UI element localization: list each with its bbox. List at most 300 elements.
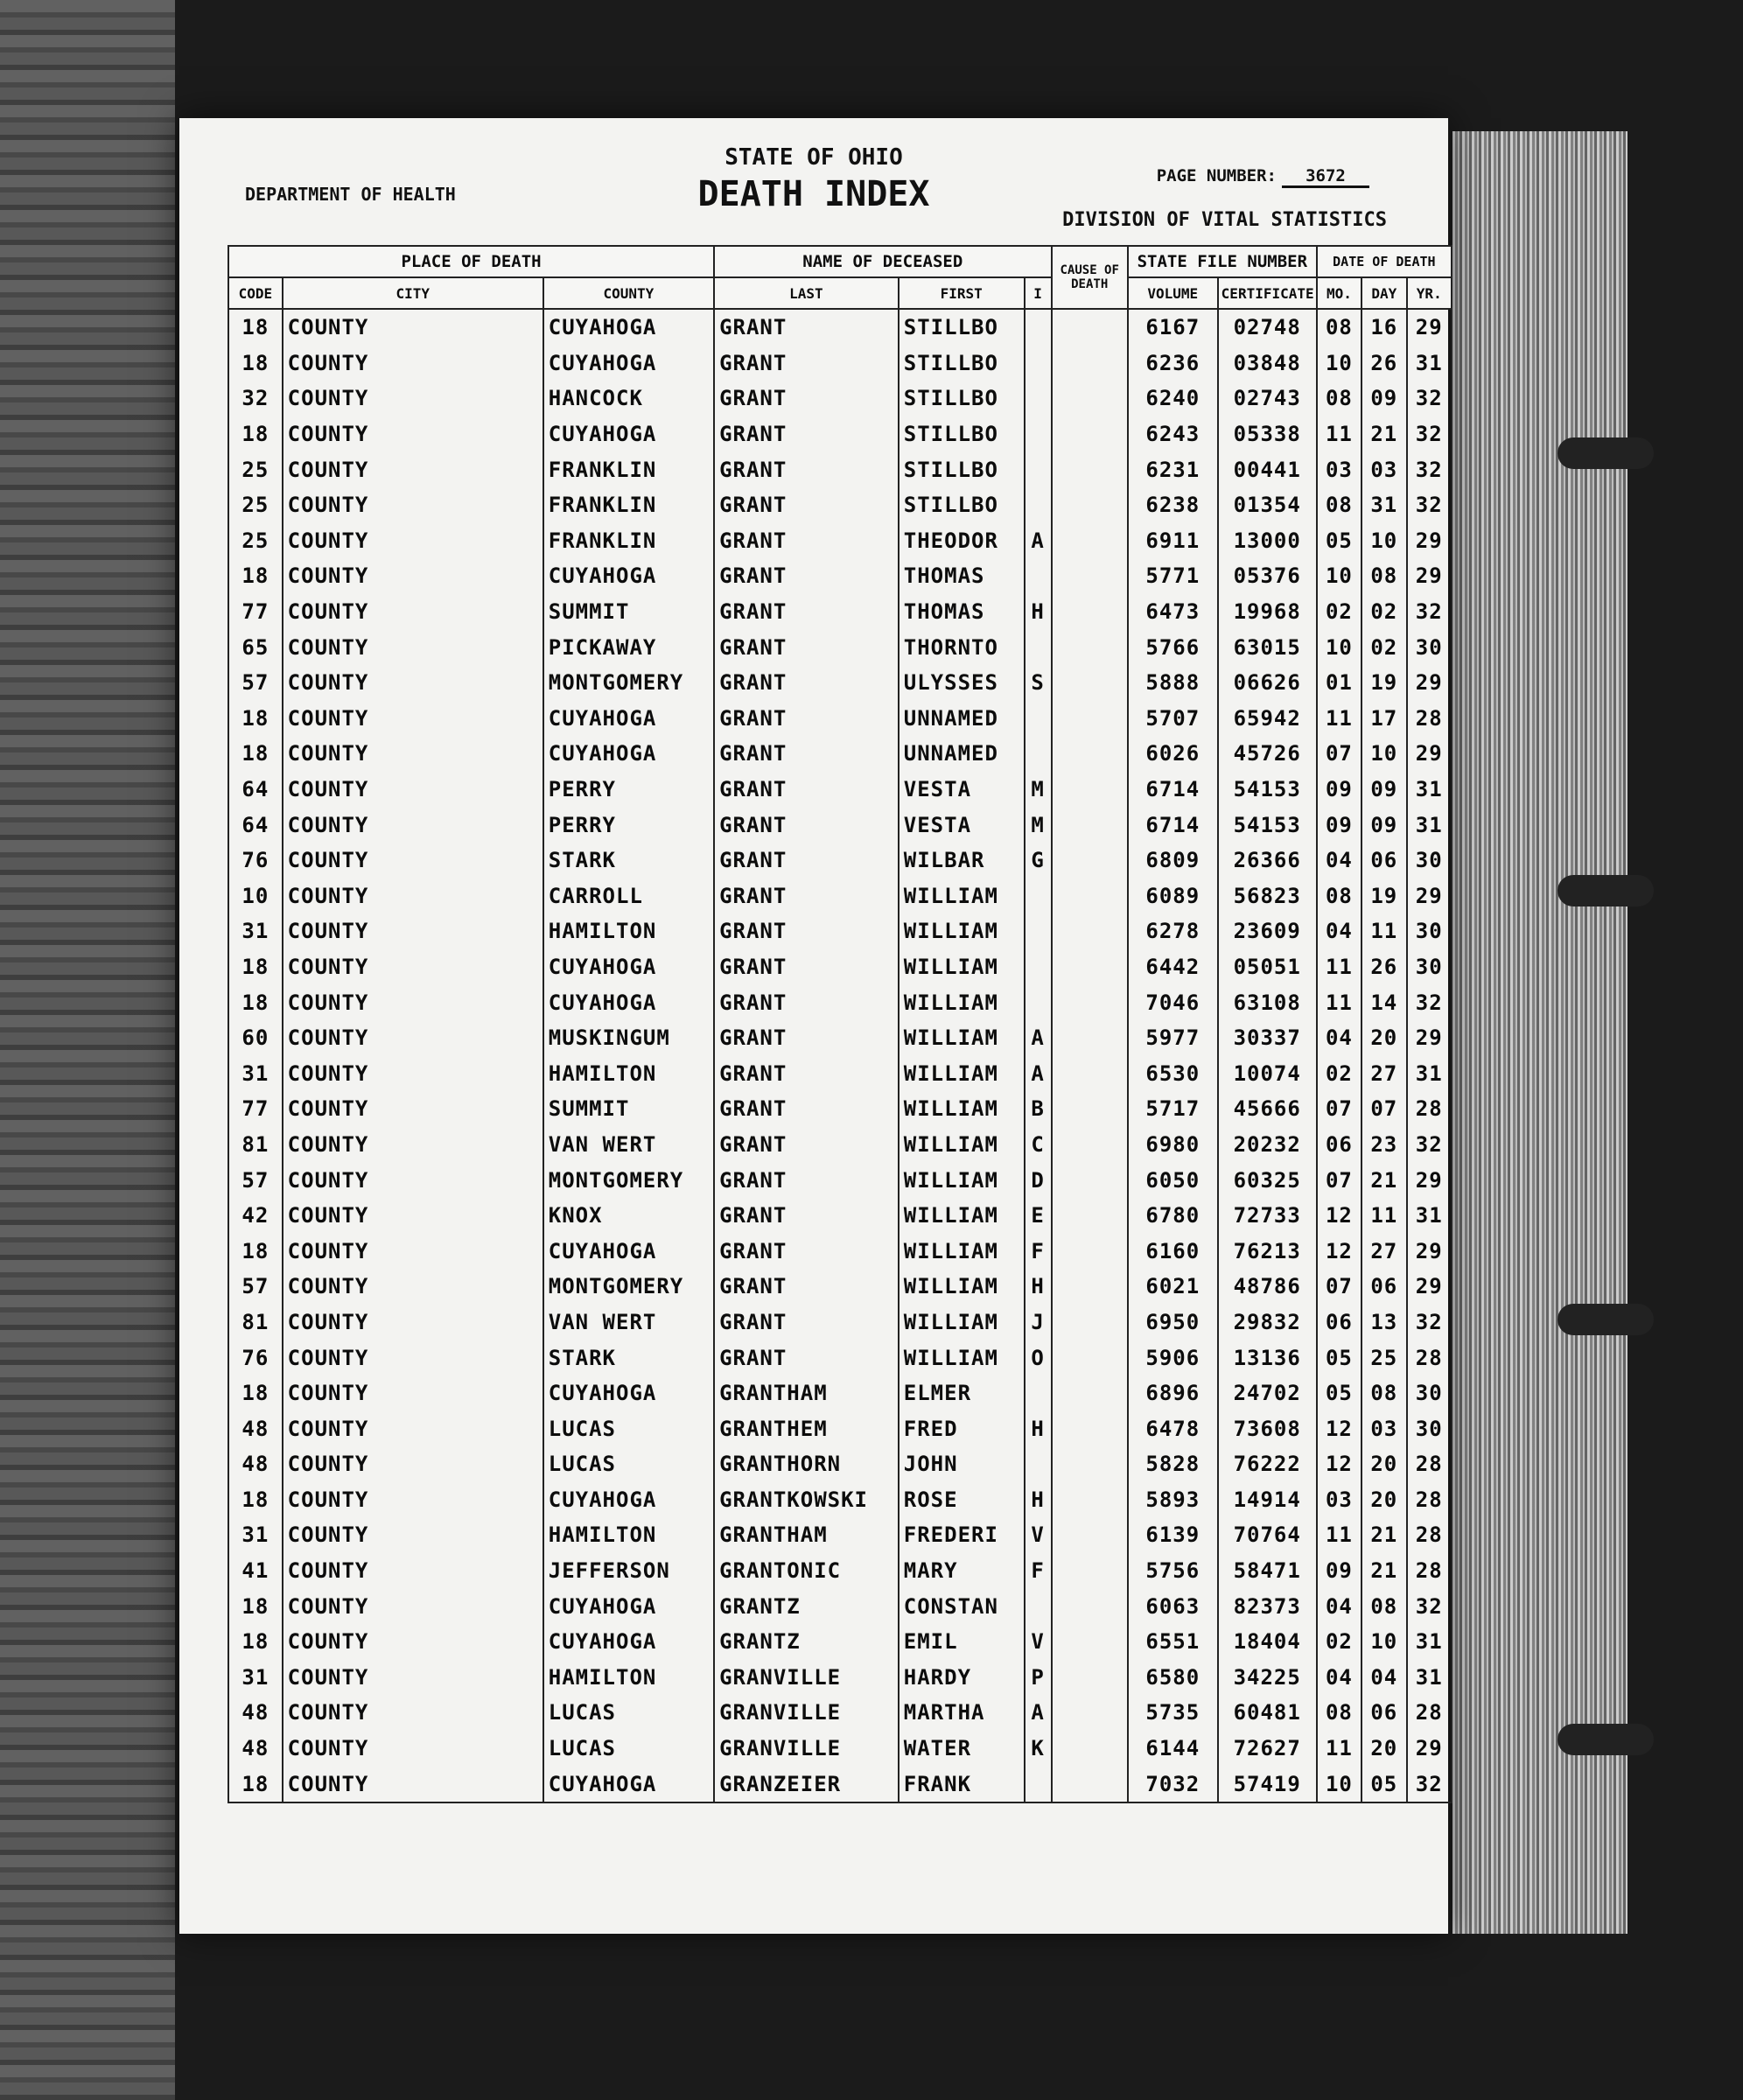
- day-cell: 10: [1362, 1624, 1406, 1660]
- certificate-cell: 05051: [1218, 949, 1317, 985]
- county-cell: SUMMIT: [543, 594, 714, 630]
- code-cell: 18: [228, 701, 283, 737]
- table-row: [228, 1695, 1452, 1731]
- initial-cell: [1025, 1766, 1052, 1802]
- certificate-cell: 23609: [1218, 914, 1317, 949]
- table-row: [228, 1517, 1452, 1553]
- initial-cell: [1025, 381, 1052, 416]
- county-cell: FRANKLIN: [543, 487, 714, 523]
- cause-cell: [1052, 1482, 1128, 1518]
- certificate-cell: 02743: [1218, 381, 1317, 416]
- day-cell: 17: [1362, 701, 1406, 737]
- year-cell: 32: [1407, 984, 1452, 1020]
- certificate-cell: 19968: [1218, 594, 1317, 630]
- code-cell: 57: [228, 1269, 283, 1305]
- last-name-cell: GRANT: [714, 1127, 899, 1163]
- certificate-cell: 26366: [1218, 843, 1317, 878]
- city-cell: COUNTY: [283, 1731, 543, 1767]
- year-cell: 31: [1407, 346, 1452, 382]
- city-cell: COUNTY: [283, 1446, 543, 1482]
- day-cell: 10: [1362, 736, 1406, 772]
- initial-cell: [1025, 878, 1052, 914]
- day-cell: 21: [1362, 1553, 1406, 1589]
- county-cell: CUYAHOGA: [543, 1588, 714, 1624]
- volume-cell: 6896: [1128, 1376, 1218, 1411]
- volume-cell: 6809: [1128, 843, 1218, 878]
- day-cell: 20: [1362, 1020, 1406, 1056]
- county-cell: SUMMIT: [543, 1091, 714, 1127]
- volume-cell: 6160: [1128, 1233, 1218, 1269]
- code-cell: 81: [228, 1127, 283, 1163]
- last-name-cell: GRANT: [714, 309, 899, 346]
- cause-cell: [1052, 1766, 1128, 1802]
- last-name-cell: GRANT: [714, 594, 899, 630]
- day-cell: 06: [1362, 843, 1406, 878]
- year-cell: 29: [1407, 558, 1452, 594]
- first-name-cell: ROSE: [899, 1482, 1025, 1518]
- cause-cell: [1052, 1376, 1128, 1411]
- city-cell: COUNTY: [283, 665, 543, 701]
- initial-cell: [1025, 1446, 1052, 1482]
- table-row: [228, 487, 1452, 523]
- first-name-cell: THOMAS: [899, 558, 1025, 594]
- table-row: [228, 1482, 1452, 1518]
- last-name-cell: GRANT: [714, 523, 899, 559]
- day-cell: 21: [1362, 1162, 1406, 1198]
- month-cell: 03: [1317, 452, 1362, 487]
- initial-cell: V: [1025, 1517, 1052, 1553]
- county-cell: CUYAHOGA: [543, 1376, 714, 1411]
- first-name-cell: WILLIAM: [899, 1305, 1025, 1340]
- last-name-cell: GRANTHAM: [714, 1517, 899, 1553]
- city-cell: COUNTY: [283, 1269, 543, 1305]
- first-name-cell: WATER: [899, 1731, 1025, 1767]
- code-cell: 10: [228, 878, 283, 914]
- initial-cell: J: [1025, 1305, 1052, 1340]
- cause-cell: [1052, 381, 1128, 416]
- last-name-cell: GRANTHORN: [714, 1446, 899, 1482]
- initial-cell: [1025, 1588, 1052, 1624]
- last-name-cell: GRANT: [714, 1198, 899, 1234]
- code-cell: 18: [228, 1588, 283, 1624]
- county-cell: CUYAHOGA: [543, 309, 714, 346]
- county-cell: PERRY: [543, 772, 714, 808]
- volume-cell: 6231: [1128, 452, 1218, 487]
- day-cell: 27: [1362, 1055, 1406, 1091]
- year-cell: 29: [1407, 736, 1452, 772]
- cause-cell: [1052, 1020, 1128, 1056]
- volume-cell: 6714: [1128, 807, 1218, 843]
- code-cell: 64: [228, 807, 283, 843]
- last-name-cell: GRANVILLE: [714, 1695, 899, 1731]
- table-row: [228, 452, 1452, 487]
- first-name-cell: EMIL: [899, 1624, 1025, 1660]
- first-name-cell: WILLIAM: [899, 1269, 1025, 1305]
- code-cell: 31: [228, 1517, 283, 1553]
- first-name-cell: STILLBO: [899, 416, 1025, 452]
- day-cell: 19: [1362, 665, 1406, 701]
- last-name-cell: GRANT: [714, 772, 899, 808]
- day-cell: 06: [1362, 1269, 1406, 1305]
- last-name-cell: GRANTZ: [714, 1588, 899, 1624]
- cause-cell: [1052, 452, 1128, 487]
- table-row: [228, 1198, 1452, 1234]
- first-name-cell: VESTA: [899, 772, 1025, 808]
- department-label: DEPARTMENT OF HEALTH: [245, 184, 456, 205]
- first-name-cell: MARY: [899, 1553, 1025, 1589]
- certificate-cell: 82373: [1218, 1588, 1317, 1624]
- volume-cell: 6236: [1128, 346, 1218, 382]
- county-cell: MUSKINGUM: [543, 1020, 714, 1056]
- certificate-cell: 20232: [1218, 1127, 1317, 1163]
- table-row: [228, 1660, 1452, 1696]
- table-row: [228, 736, 1452, 772]
- day-cell: 19: [1362, 878, 1406, 914]
- initial-cell: F: [1025, 1553, 1052, 1589]
- first-name-cell: FRED: [899, 1410, 1025, 1446]
- initial-cell: S: [1025, 665, 1052, 701]
- cause-cell: [1052, 843, 1128, 878]
- table-row: [228, 807, 1452, 843]
- month-cell: 10: [1317, 1766, 1362, 1802]
- initial-cell: [1025, 346, 1052, 382]
- first-name-cell: WILLIAM: [899, 949, 1025, 985]
- last-name-cell: GRANZEIER: [714, 1766, 899, 1802]
- certificate-cell: 05376: [1218, 558, 1317, 594]
- month-cell: 11: [1317, 984, 1362, 1020]
- year-cell: 31: [1407, 1198, 1452, 1234]
- certificate-cell: 72627: [1218, 1731, 1317, 1767]
- year-cell: 31: [1407, 1624, 1452, 1660]
- volume-cell: 5771: [1128, 558, 1218, 594]
- table-row: [228, 381, 1452, 416]
- adjacent-page-edge: [0, 0, 175, 2100]
- volume-cell: 6021: [1128, 1269, 1218, 1305]
- year-cell: 32: [1407, 1127, 1452, 1163]
- place-of-death-header: PLACE OF DEATH: [228, 246, 714, 277]
- cause-cell: [1052, 984, 1128, 1020]
- day-cell: 20: [1362, 1446, 1406, 1482]
- year-cell: 32: [1407, 594, 1452, 630]
- cause-cell: [1052, 416, 1128, 452]
- last-name-cell: GRANT: [714, 701, 899, 737]
- year-cell: 28: [1407, 1695, 1452, 1731]
- binder-ring: [1558, 438, 1654, 469]
- last-name-cell: GRANVILLE: [714, 1660, 899, 1696]
- year-cell: 28: [1407, 701, 1452, 737]
- certificate-header: CERTIFICATE: [1218, 277, 1317, 309]
- day-cell: 25: [1362, 1340, 1406, 1376]
- day-cell: 09: [1362, 772, 1406, 808]
- day-cell: 02: [1362, 629, 1406, 665]
- volume-cell: 6238: [1128, 487, 1218, 523]
- initial-cell: [1025, 629, 1052, 665]
- city-cell: COUNTY: [283, 701, 543, 737]
- initial-cell: [1025, 949, 1052, 985]
- last-name-cell: GRANT: [714, 1055, 899, 1091]
- volume-cell: 6026: [1128, 736, 1218, 772]
- code-cell: 25: [228, 452, 283, 487]
- county-cell: MONTGOMERY: [543, 665, 714, 701]
- day-cell: 16: [1362, 309, 1406, 346]
- day-cell: 26: [1362, 949, 1406, 985]
- day-cell: 05: [1362, 1766, 1406, 1802]
- month-cell: 04: [1317, 1660, 1362, 1696]
- cause-cell: [1052, 558, 1128, 594]
- city-cell: COUNTY: [283, 1020, 543, 1056]
- day-cell: 03: [1362, 1410, 1406, 1446]
- cause-cell: [1052, 629, 1128, 665]
- table-row: [228, 949, 1452, 985]
- volume-cell: 6167: [1128, 309, 1218, 346]
- day-cell: 06: [1362, 1695, 1406, 1731]
- county-cell: MONTGOMERY: [543, 1162, 714, 1198]
- first-name-cell: ULYSSES: [899, 665, 1025, 701]
- month-cell: 10: [1317, 558, 1362, 594]
- code-cell: 18: [228, 1482, 283, 1518]
- table-row: [228, 1269, 1452, 1305]
- code-cell: 31: [228, 1660, 283, 1696]
- last-name-cell: GRANT: [714, 1233, 899, 1269]
- volume-cell: 6139: [1128, 1517, 1218, 1553]
- certificate-cell: 63108: [1218, 984, 1317, 1020]
- first-name-cell: WILLIAM: [899, 984, 1025, 1020]
- day-cell: 20: [1362, 1731, 1406, 1767]
- last-name-cell: GRANT: [714, 381, 899, 416]
- city-cell: COUNTY: [283, 629, 543, 665]
- code-cell: 18: [228, 736, 283, 772]
- first-name-cell: THORNTO: [899, 629, 1025, 665]
- last-name-cell: GRANT: [714, 914, 899, 949]
- cause-cell: [1052, 949, 1128, 985]
- table-row: [228, 1340, 1452, 1376]
- day-cell: 20: [1362, 1482, 1406, 1518]
- code-cell: 81: [228, 1305, 283, 1340]
- county-cell: CUYAHOGA: [543, 1624, 714, 1660]
- first-name-cell: ELMER: [899, 1376, 1025, 1411]
- cause-cell: [1052, 1091, 1128, 1127]
- day-cell: 27: [1362, 1233, 1406, 1269]
- city-cell: COUNTY: [283, 1376, 543, 1411]
- city-cell: COUNTY: [283, 452, 543, 487]
- certificate-cell: 29832: [1218, 1305, 1317, 1340]
- table-row: [228, 594, 1452, 630]
- month-cell: 04: [1317, 1588, 1362, 1624]
- cause-cell: [1052, 878, 1128, 914]
- city-cell: COUNTY: [283, 1624, 543, 1660]
- initial-cell: A: [1025, 1020, 1052, 1056]
- month-cell: 10: [1317, 629, 1362, 665]
- table-row: [228, 1055, 1452, 1091]
- initial-cell: B: [1025, 1091, 1052, 1127]
- cause-cell: [1052, 1731, 1128, 1767]
- certificate-cell: 45726: [1218, 736, 1317, 772]
- code-cell: 76: [228, 1340, 283, 1376]
- year-cell: 29: [1407, 878, 1452, 914]
- year-cell: 28: [1407, 1482, 1452, 1518]
- year-cell: 28: [1407, 1517, 1452, 1553]
- year-cell: 29: [1407, 665, 1452, 701]
- table-row: [228, 558, 1452, 594]
- code-cell: 18: [228, 1376, 283, 1411]
- certificate-cell: 18404: [1218, 1624, 1317, 1660]
- certificate-cell: 34225: [1218, 1660, 1317, 1696]
- year-cell: 31: [1407, 1660, 1452, 1696]
- city-cell: COUNTY: [283, 1482, 543, 1518]
- table-row: [228, 1588, 1452, 1624]
- month-cell: 07: [1317, 1269, 1362, 1305]
- month-cell: 07: [1317, 1091, 1362, 1127]
- certificate-cell: 13000: [1218, 523, 1317, 559]
- city-cell: COUNTY: [283, 878, 543, 914]
- year-cell: 29: [1407, 523, 1452, 559]
- county-cell: HANCOCK: [543, 381, 714, 416]
- year-cell: 32: [1407, 487, 1452, 523]
- day-cell: 11: [1362, 1198, 1406, 1234]
- certificate-cell: 72733: [1218, 1198, 1317, 1234]
- last-name-cell: GRANT: [714, 1162, 899, 1198]
- cause-cell: [1052, 594, 1128, 630]
- initial-cell: [1025, 309, 1052, 346]
- year-cell: 32: [1407, 381, 1452, 416]
- first-name-cell: WILLIAM: [899, 1162, 1025, 1198]
- city-cell: COUNTY: [283, 381, 543, 416]
- code-cell: 18: [228, 1766, 283, 1802]
- month-cell: 06: [1317, 1127, 1362, 1163]
- cause-cell: [1052, 1305, 1128, 1340]
- volume-cell: 7046: [1128, 984, 1218, 1020]
- last-name-cell: GRANT: [714, 1091, 899, 1127]
- volume-cell: 6144: [1128, 1731, 1218, 1767]
- certificate-cell: 00441: [1218, 452, 1317, 487]
- city-cell: COUNTY: [283, 487, 543, 523]
- certificate-cell: 54153: [1218, 807, 1317, 843]
- county-cell: KNOX: [543, 1198, 714, 1234]
- table-row: [228, 1020, 1452, 1056]
- county-cell: STARK: [543, 1340, 714, 1376]
- page-title: DEATH INDEX: [697, 174, 930, 214]
- volume-cell: 5977: [1128, 1020, 1218, 1056]
- certificate-cell: 10074: [1218, 1055, 1317, 1091]
- first-name-cell: STILLBO: [899, 487, 1025, 523]
- city-cell: COUNTY: [283, 309, 543, 346]
- year-cell: 28: [1407, 1091, 1452, 1127]
- initial-header: I: [1025, 277, 1052, 309]
- date-of-death-header: DATE OF DEATH: [1317, 246, 1452, 277]
- code-cell: 77: [228, 594, 283, 630]
- initial-cell: A: [1025, 523, 1052, 559]
- first-name-cell: WILLIAM: [899, 878, 1025, 914]
- county-cell: PERRY: [543, 807, 714, 843]
- code-cell: 48: [228, 1695, 283, 1731]
- county-cell: VAN WERT: [543, 1127, 714, 1163]
- cause-cell: [1052, 665, 1128, 701]
- certificate-cell: 14914: [1218, 1482, 1317, 1518]
- last-name-cell: GRANTHAM: [714, 1376, 899, 1411]
- code-cell: 31: [228, 1055, 283, 1091]
- table-row: [228, 1624, 1452, 1660]
- first-name-cell: WILLIAM: [899, 1233, 1025, 1269]
- county-cell: STARK: [543, 843, 714, 878]
- code-cell: 64: [228, 772, 283, 808]
- code-cell: 48: [228, 1410, 283, 1446]
- last-name-cell: GRANTZ: [714, 1624, 899, 1660]
- city-cell: COUNTY: [283, 558, 543, 594]
- last-name-cell: GRANT: [714, 452, 899, 487]
- table-row: [228, 665, 1452, 701]
- year-cell: 29: [1407, 1731, 1452, 1767]
- year-cell: 32: [1407, 452, 1452, 487]
- first-name-cell: VESTA: [899, 807, 1025, 843]
- initial-cell: H: [1025, 1410, 1052, 1446]
- first-name-cell: WILBAR: [899, 843, 1025, 878]
- last-name-cell: GRANT: [714, 416, 899, 452]
- initial-cell: H: [1025, 594, 1052, 630]
- day-cell: 10: [1362, 523, 1406, 559]
- last-name-cell: GRANT: [714, 346, 899, 382]
- table-row: [228, 1305, 1452, 1340]
- table-row: [228, 1376, 1452, 1411]
- first-name-cell: MARTHA: [899, 1695, 1025, 1731]
- county-cell: HAMILTON: [543, 1660, 714, 1696]
- initial-cell: [1025, 701, 1052, 737]
- last-name-cell: GRANT: [714, 1269, 899, 1305]
- cause-cell: [1052, 701, 1128, 737]
- first-name-cell: WILLIAM: [899, 1198, 1025, 1234]
- month-cell: 07: [1317, 1162, 1362, 1198]
- city-header: CITY: [283, 277, 543, 309]
- cause-cell: [1052, 1198, 1128, 1234]
- cause-cell: [1052, 487, 1128, 523]
- state-heading: STATE OF OHIO: [724, 144, 903, 171]
- division-label: DIVISION OF VITAL STATISTICS: [1062, 209, 1387, 231]
- year-cell: 31: [1407, 807, 1452, 843]
- year-cell: 30: [1407, 1376, 1452, 1411]
- city-cell: COUNTY: [283, 1766, 543, 1802]
- volume-cell: 6911: [1128, 523, 1218, 559]
- month-cell: 09: [1317, 807, 1362, 843]
- page-number-label: PAGE NUMBER:: [1156, 166, 1277, 186]
- table-row: [228, 523, 1452, 559]
- first-name-header: FIRST: [899, 277, 1025, 309]
- code-cell: 18: [228, 309, 283, 346]
- county-cell: VAN WERT: [543, 1305, 714, 1340]
- volume-cell: 6473: [1128, 594, 1218, 630]
- first-name-cell: FRANK: [899, 1766, 1025, 1802]
- initial-cell: V: [1025, 1624, 1052, 1660]
- month-cell: 12: [1317, 1446, 1362, 1482]
- first-name-cell: STILLBO: [899, 381, 1025, 416]
- month-cell: 08: [1317, 1695, 1362, 1731]
- year-cell: 30: [1407, 914, 1452, 949]
- last-name-header: LAST: [714, 277, 899, 309]
- last-name-cell: GRANT: [714, 558, 899, 594]
- initial-cell: M: [1025, 772, 1052, 808]
- table-row: [228, 1553, 1452, 1589]
- month-cell: 01: [1317, 665, 1362, 701]
- first-name-cell: WILLIAM: [899, 1127, 1025, 1163]
- initial-cell: [1025, 914, 1052, 949]
- code-cell: 48: [228, 1446, 283, 1482]
- city-cell: COUNTY: [283, 1091, 543, 1127]
- last-name-cell: GRANT: [714, 629, 899, 665]
- last-name-cell: GRANT: [714, 1020, 899, 1056]
- volume-cell: 6530: [1128, 1055, 1218, 1091]
- code-cell: 60: [228, 1020, 283, 1056]
- certificate-cell: 58471: [1218, 1553, 1317, 1589]
- city-cell: COUNTY: [283, 949, 543, 985]
- day-cell: 07: [1362, 1091, 1406, 1127]
